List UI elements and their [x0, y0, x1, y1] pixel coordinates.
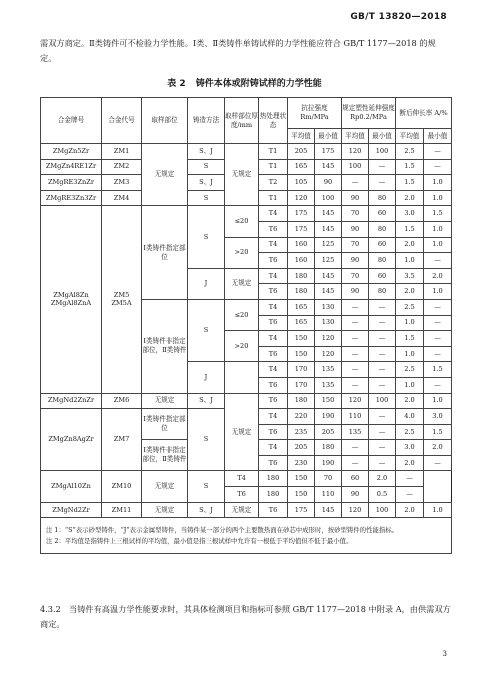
value-cell: —: [396, 487, 424, 503]
casting-method-cell: S: [188, 190, 225, 206]
value-cell: —: [342, 455, 369, 471]
casting-method-cell: S、J: [188, 393, 225, 409]
header-casting-method: 铸造方法: [188, 98, 225, 144]
value-cell: 2.5: [396, 144, 424, 160]
heat-treatment-cell: T4: [259, 331, 288, 347]
value-cell: 2.0: [396, 393, 424, 409]
value-cell: 230: [288, 455, 315, 471]
value-cell: 1.0: [396, 315, 424, 331]
heat-treatment-cell: T6: [225, 487, 259, 503]
subheader-min: 最小值: [369, 129, 396, 144]
value-cell: 80: [369, 253, 396, 269]
page-number: 3: [442, 650, 447, 658]
thickness-cell: ≤20: [225, 299, 259, 330]
value-cell: 90: [342, 284, 369, 300]
value-cell: 145: [315, 284, 342, 300]
subheader-avg: 平均值: [342, 129, 369, 144]
header-elongation: 断后伸长率 A/%: [396, 98, 452, 129]
value-cell: 120: [342, 144, 369, 160]
value-cell: 180: [288, 284, 315, 300]
value-cell: 3.0: [424, 409, 452, 425]
value-cell: 175: [315, 144, 342, 160]
value-cell: 100: [369, 502, 396, 518]
value-cell: 4.0: [396, 409, 424, 425]
value-cell: —: [369, 175, 396, 191]
value-cell: 70: [342, 237, 369, 253]
value-cell: 2.0: [396, 455, 424, 471]
header-alloy-grade: 合金牌号: [41, 98, 102, 144]
value-cell: 150: [315, 393, 342, 409]
value-cell: 170: [288, 362, 315, 378]
heat-treatment-cell: T4: [259, 299, 288, 315]
sampling-location-cell: 无规定: [142, 502, 188, 518]
value-cell: 170: [288, 377, 315, 393]
value-cell: 70: [315, 471, 342, 487]
casting-method-cell: S、J: [188, 175, 225, 191]
value-cell: 1.0: [424, 221, 452, 237]
heat-treatment-cell: T1: [259, 159, 288, 175]
table-note-1: 注 1：“S”表示砂型铸件，“J”表示金属型铸件，当铸件某一部分的两个主要散热面在砂芯中成形时，按砂型铸件的性能指标。: [46, 526, 399, 535]
heat-treatment-cell: T6: [259, 221, 288, 237]
value-cell: —: [342, 377, 369, 393]
value-cell: —: [369, 315, 396, 331]
value-cell: 2.5: [396, 362, 424, 378]
value-cell: 110: [342, 409, 369, 425]
value-cell: —: [369, 299, 396, 315]
value-cell: 130: [315, 299, 342, 315]
table-notes: [41, 518, 452, 554]
value-cell: 100: [369, 393, 396, 409]
heat-treatment-cell: T4: [259, 206, 288, 222]
table-row: [41, 502, 452, 518]
value-cell: 80: [369, 190, 396, 206]
value-cell: 205: [315, 424, 342, 440]
sampling-location-cell: Ⅰ类铸件指定部位: [142, 206, 188, 300]
value-cell: 180: [288, 268, 315, 284]
value-cell: 205: [288, 144, 315, 160]
casting-method-cell: S、J: [188, 144, 225, 160]
value-cell: 180: [288, 393, 315, 409]
value-cell: —: [424, 331, 452, 347]
value-cell: 150: [288, 487, 315, 503]
value-cell: —: [424, 253, 452, 269]
value-cell: 2.0: [396, 502, 424, 518]
value-cell: 1.0: [424, 393, 452, 409]
value-cell: —: [424, 377, 452, 393]
value-cell: 1.5: [424, 206, 452, 222]
clause-4-3-2-paragraph: 4.3.2 当铸件有高温力学性能要求时，其具体检测项目和指标可参照 GB/T 1177—2018 中附录 A，由供需双方商定。: [40, 604, 451, 629]
value-cell: 3.5: [396, 268, 424, 284]
header-wall-thickness: 取样部位厚度/mm: [225, 98, 259, 144]
header-alloy-code: 合金代号: [102, 98, 142, 144]
heat-treatment-cell: T6: [259, 377, 288, 393]
table-row: [41, 144, 452, 160]
heat-treatment-cell: T6: [259, 502, 288, 518]
value-cell: 90: [342, 487, 369, 503]
value-cell: 0.5: [369, 487, 396, 503]
value-cell: —: [369, 159, 396, 175]
value-cell: 1.0: [424, 175, 452, 191]
value-cell: 80: [369, 221, 396, 237]
table-notes-row: [41, 518, 452, 554]
value-cell: 150: [288, 331, 315, 347]
heat-treatment-cell: T4: [259, 362, 288, 378]
value-cell: 135: [342, 424, 369, 440]
thickness-cell: [225, 362, 259, 393]
alloy-code-zm5: ZM5: [113, 290, 130, 299]
value-cell: 100: [342, 159, 369, 175]
heat-treatment-cell: T4: [225, 471, 259, 487]
alloy-code-cell: ZM6: [102, 393, 142, 409]
value-cell: —: [424, 144, 452, 160]
value-cell: 220: [288, 409, 315, 425]
table-row: [41, 206, 452, 222]
value-cell: 1.5: [396, 331, 424, 347]
heat-treatment-cell: T6: [259, 253, 288, 269]
value-cell: 145: [315, 502, 342, 518]
value-cell: 1.5: [396, 175, 424, 191]
casting-method-cell: S、J: [188, 502, 225, 518]
alloy-code-cell: ZM2: [102, 159, 142, 175]
alloy-grade-cell: ZMgAl10Zn: [41, 471, 102, 502]
value-cell: 145: [315, 159, 342, 175]
value-cell: 125: [315, 237, 342, 253]
value-cell: 1.5: [424, 424, 452, 440]
table-caption-title: 铸件本体或附铸试样的力学性能: [195, 79, 322, 89]
table-row: [41, 471, 452, 487]
value-cell: 145: [315, 221, 342, 237]
value-cell: 2.5: [396, 299, 424, 315]
table-row: [41, 393, 452, 409]
subheader-avg: 平均值: [288, 129, 315, 144]
value-cell: —: [369, 455, 396, 471]
casting-method-cell: S: [188, 471, 225, 502]
value-cell: 2.0: [424, 268, 452, 284]
table-header-row: [41, 98, 452, 129]
value-cell: 165: [288, 159, 315, 175]
heat-treatment-cell: T6: [259, 393, 288, 409]
heat-treatment-cell: T6: [259, 455, 288, 471]
value-cell: 1.5: [396, 159, 424, 175]
value-cell: 70: [342, 268, 369, 284]
heat-treatment-cell: T1: [259, 144, 288, 160]
alloy-code-cell: ZM11: [102, 502, 142, 518]
thickness-cell: 无规定: [225, 393, 259, 471]
value-cell: —: [342, 362, 369, 378]
value-cell: —: [396, 471, 424, 487]
value-cell: 120: [342, 502, 369, 518]
value-cell: —: [342, 299, 369, 315]
thickness-cell: 无规定: [225, 144, 259, 206]
value-cell: 160: [288, 237, 315, 253]
value-cell: —: [369, 440, 396, 456]
header-yield-strength: 规定塑性延伸强度 Rp0.2/MPa: [342, 98, 396, 129]
alloy-code-zm5a: ZM5A: [111, 299, 132, 308]
value-cell: —: [424, 455, 452, 471]
heat-treatment-cell: T6: [259, 346, 288, 362]
value-cell: 2.5: [396, 424, 424, 440]
value-cell: 175: [288, 206, 315, 222]
value-cell: 205: [288, 440, 315, 456]
thickness-cell: 无规定: [225, 268, 259, 299]
value-cell: 120: [315, 346, 342, 362]
alloy-grade-cell: ZMgNd2ZnZr: [41, 393, 102, 409]
heat-treatment-cell: T2: [259, 175, 288, 191]
value-cell: —: [369, 331, 396, 347]
value-cell: 175: [288, 221, 315, 237]
alloy-grade-zm5: ZMgAl8Zn: [53, 290, 89, 299]
standard-number-header: GB/T 13820—2018: [350, 12, 447, 22]
alloy-grade-cell: ZMgZn4RE1Zr: [41, 159, 102, 175]
value-cell: 175: [288, 502, 315, 518]
value-cell: 3.0: [396, 206, 424, 222]
sampling-location-cell: Ⅰ类铸件指定部位: [142, 409, 188, 440]
value-cell: 190: [315, 409, 342, 425]
table-caption-number: 表 2: [167, 79, 186, 89]
alloy-code-cell: ZM3: [102, 175, 142, 191]
table-caption: [0, 76, 489, 89]
value-cell: 235: [288, 424, 315, 440]
alloy-code-cell: ZM4: [102, 190, 142, 206]
value-cell: 120: [288, 190, 315, 206]
alloy-code-cell: ZM7: [102, 409, 142, 471]
subheader-min: 最小值: [424, 129, 452, 144]
value-cell: —: [342, 315, 369, 331]
alloy-grade-cell: ZMgNd2Zr: [41, 502, 102, 518]
value-cell: 120: [342, 393, 369, 409]
subheader-min: 最小值: [315, 129, 342, 144]
value-cell: 145: [315, 206, 342, 222]
value-cell: 60: [342, 471, 369, 487]
sampling-location-cell: 无规定: [142, 471, 188, 502]
value-cell: 190: [315, 455, 342, 471]
value-cell: 150: [288, 346, 315, 362]
value-cell: —: [369, 362, 396, 378]
mechanical-properties-table: [40, 97, 452, 554]
thickness-cell: >20: [225, 331, 259, 362]
value-cell: 120: [315, 331, 342, 347]
heat-treatment-cell: T4: [259, 409, 288, 425]
thickness-cell: 无规定: [225, 502, 259, 518]
value-cell: 165: [288, 315, 315, 331]
value-cell: 2.0: [396, 190, 424, 206]
value-cell: 2.0: [424, 440, 452, 456]
thickness-cell: >20: [225, 237, 259, 268]
alloy-grade-cell: ZMgZn8AgZr: [41, 409, 102, 471]
value-cell: 180: [259, 471, 288, 487]
value-cell: 135: [315, 377, 342, 393]
value-cell: 1.0: [396, 253, 424, 269]
casting-method-cell: J: [188, 362, 225, 393]
value-cell: 135: [315, 362, 342, 378]
heat-treatment-cell: T1: [259, 190, 288, 206]
thickness-cell: ≤20: [225, 206, 259, 237]
value-cell: 1.0: [396, 346, 424, 362]
alloy-grade-cell: [41, 206, 102, 393]
sampling-location-cell: Ⅰ类铸件非指定部位，Ⅱ类铸件: [142, 440, 188, 471]
value-cell: 150: [288, 471, 315, 487]
value-cell: 2.0: [369, 471, 396, 487]
casting-method-cell: S: [188, 206, 225, 268]
casting-method-cell: S: [188, 409, 225, 471]
header-heat-treatment: 热处理状态: [259, 98, 288, 144]
value-cell: —: [424, 346, 452, 362]
value-cell: 60: [369, 237, 396, 253]
heat-treatment-cell: T6: [259, 284, 288, 300]
value-cell: 3.0: [396, 440, 424, 456]
alloy-code-cell: [102, 206, 142, 393]
value-cell: 80: [369, 284, 396, 300]
value-cell: —: [342, 440, 369, 456]
value-cell: 70: [342, 206, 369, 222]
alloy-grade-cell: ZMgZn5Zr: [41, 144, 102, 160]
heat-treatment-cell: T4: [259, 237, 288, 253]
alloy-code-cell: ZM1: [102, 144, 142, 160]
sampling-location-cell: Ⅰ类铸件非指定部位，Ⅱ类铸件: [142, 299, 188, 393]
value-cell: —: [369, 409, 396, 425]
value-cell: 110: [315, 487, 342, 503]
value-cell: 1.0: [424, 237, 452, 253]
intro-paragraph: 需双方商定。Ⅱ类铸件可不检验力学性能。Ⅰ类、Ⅱ类铸件单铸试样的力学性能应符合 GB/T 1177—2018 的规定。: [40, 38, 436, 63]
value-cell: 130: [315, 315, 342, 331]
value-cell: —: [342, 331, 369, 347]
alloy-grade-zm5a: ZMgAl8ZnA: [50, 299, 92, 308]
value-cell: 1.0: [424, 502, 452, 518]
value-cell: 60: [369, 268, 396, 284]
subheader-avg: 平均值: [396, 129, 424, 144]
value-cell: 1.0: [396, 377, 424, 393]
value-cell: —: [342, 346, 369, 362]
value-cell: 1.5: [424, 362, 452, 378]
heat-treatment-cell: T6: [259, 315, 288, 331]
header-sampling-location: 取样部位: [142, 98, 188, 144]
alloy-code-cell: ZM10: [102, 471, 142, 502]
value-cell: 125: [315, 253, 342, 269]
value-cell: 100: [369, 144, 396, 160]
value-cell: 1.0: [424, 284, 452, 300]
value-cell: 90: [342, 190, 369, 206]
alloy-grade-cell: ZMgRE3Zn3Zr: [41, 190, 102, 206]
sampling-location-cell: 无规定: [142, 393, 188, 409]
value-cell: —: [342, 175, 369, 191]
value-cell: 180: [259, 487, 288, 503]
heat-treatment-cell: T4: [259, 268, 288, 284]
heat-treatment-cell: T4: [259, 440, 288, 456]
value-cell: 90: [342, 221, 369, 237]
value-cell: 2.0: [396, 284, 424, 300]
header-tensile-strength: 抗拉强度 Rm/MPa: [288, 98, 342, 129]
value-cell: 90: [315, 175, 342, 191]
value-cell: 2.0: [396, 237, 424, 253]
value-cell: 60: [369, 206, 396, 222]
value-cell: 105: [288, 175, 315, 191]
value-cell: 1.0: [424, 190, 452, 206]
value-cell: 90: [342, 253, 369, 269]
casting-method-cell: S: [188, 299, 225, 361]
value-cell: 100: [315, 190, 342, 206]
value-cell: —: [369, 424, 396, 440]
value-cell: 180: [315, 440, 342, 456]
value-cell: 1.5: [396, 221, 424, 237]
value-cell: —: [369, 346, 396, 362]
value-cell: 160: [288, 253, 315, 269]
value-cell: —: [424, 315, 452, 331]
value-cell: —: [369, 377, 396, 393]
heat-treatment-cell: T6: [259, 424, 288, 440]
value-cell: 145: [315, 268, 342, 284]
casting-method-cell: S: [188, 159, 225, 175]
sampling-location-cell: 无规定: [142, 144, 188, 206]
value-cell: 165: [288, 299, 315, 315]
casting-method-cell: J: [188, 268, 225, 299]
table-note-2: 注 2：平均值是指铸件上三根试样的平均值，最小值是指三根试样中允许有一根低于平均值但不低于最小值。: [46, 536, 353, 545]
value-cell: —: [424, 299, 452, 315]
alloy-grade-cell: ZMgRE3ZnZr: [41, 175, 102, 191]
value-cell: —: [424, 159, 452, 175]
